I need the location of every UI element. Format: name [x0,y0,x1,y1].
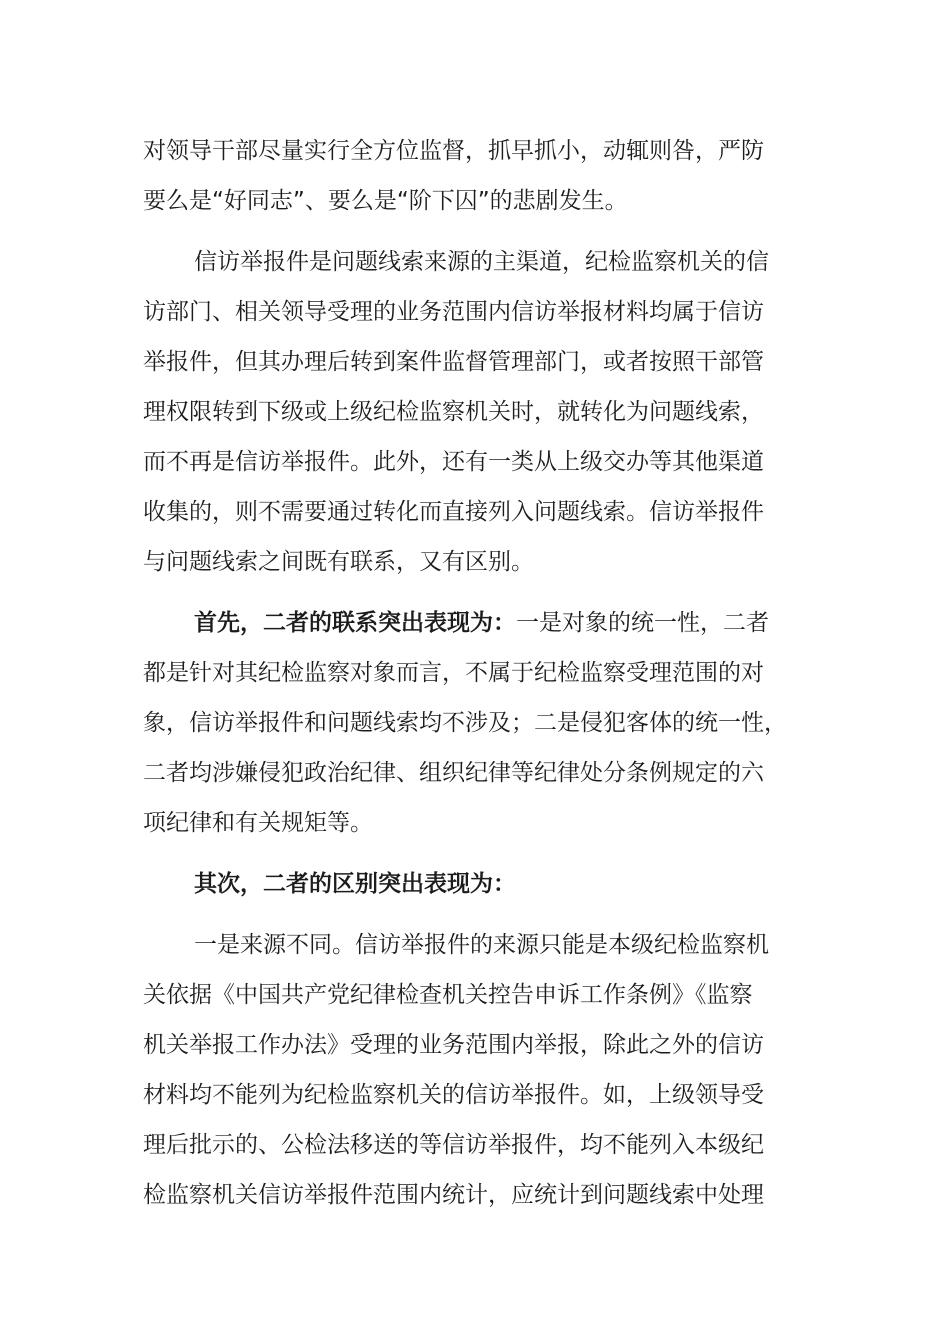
paragraph-connection [143,598,803,848]
text-line: 都是针对其纪检监察对象而言，不属于纪检监察受理范围的对 [143,660,764,686]
text-line: 举报件，但其办理后转到案件监督管理部门，或者按照干部管 [143,349,764,375]
paragraph-continuation [143,126,803,226]
text-line: 而不再是信访举报件。此外，还有一类从上级交办等其他渠道 [143,449,764,475]
document-body [143,126,803,1220]
text-line: 机关举报工作办法》受理的业务范围内举报，除此之外的信访 [143,1032,764,1058]
text-line: 理权限转到下级或上级纪检监察机关时，就转化为问题线索， [143,399,764,425]
bold-lead-text: 首先，二者的联系突出表现为： [194,610,516,636]
text-line: 二者均涉嫌侵犯政治纪律、组织纪律等纪律处分条例规定的六 [143,760,764,786]
text-line [143,859,803,909]
text-line: 检监察机关信访举报件范围内统计，应统计到问题线索中处理 [143,1182,764,1208]
text-line: 象，信访举报件和问题线索均不涉及；二是侵犯客体的统一性， [143,710,787,736]
text-line: 项纪律和有关规矩等。 [143,810,373,836]
text-line: 收集的，则不需要通过转化而直接列入问题线索。信访举报件 [143,499,764,525]
text-line: 访部门、相关领导受理的业务范围内信访举报材料均属于信访 [143,299,764,325]
paragraph-difference-source [143,920,803,1220]
paragraph-sources [143,237,803,587]
text-line: 与问题线索之间既有联系，又有区别。 [143,549,534,575]
paragraph-difference-heading [143,859,803,909]
text-line [143,598,803,648]
bold-lead-text: 其次，二者的区别突出表现为： [194,871,516,897]
text-line: 关依据《中国共产党纪律检查机关控告申诉工作条例》《监察 [143,982,753,1008]
text-line: 理后批示的、公检法移送的等信访举报件，均不能列入本级纪 [143,1132,764,1158]
text-line: 信访举报件是问题线索来源的主渠道，纪检监察机关的信 [194,249,769,275]
text-line: 对领导干部尽量实行全方位监督，抓早抓小，动辄则咎，严防 [143,138,764,164]
text-line: 要么是“好同志”、要么是“阶下囚”的悲剧发生。 [143,188,628,214]
text-line: 材料均不能列为纪检监察机关的信访举报件。如，上级领导受 [143,1082,764,1108]
text-line: 一是来源不同。信访举报件的来源只能是本级纪检监察机 [194,932,769,958]
text-run: 一是对象的统一性，二者 [516,610,769,636]
